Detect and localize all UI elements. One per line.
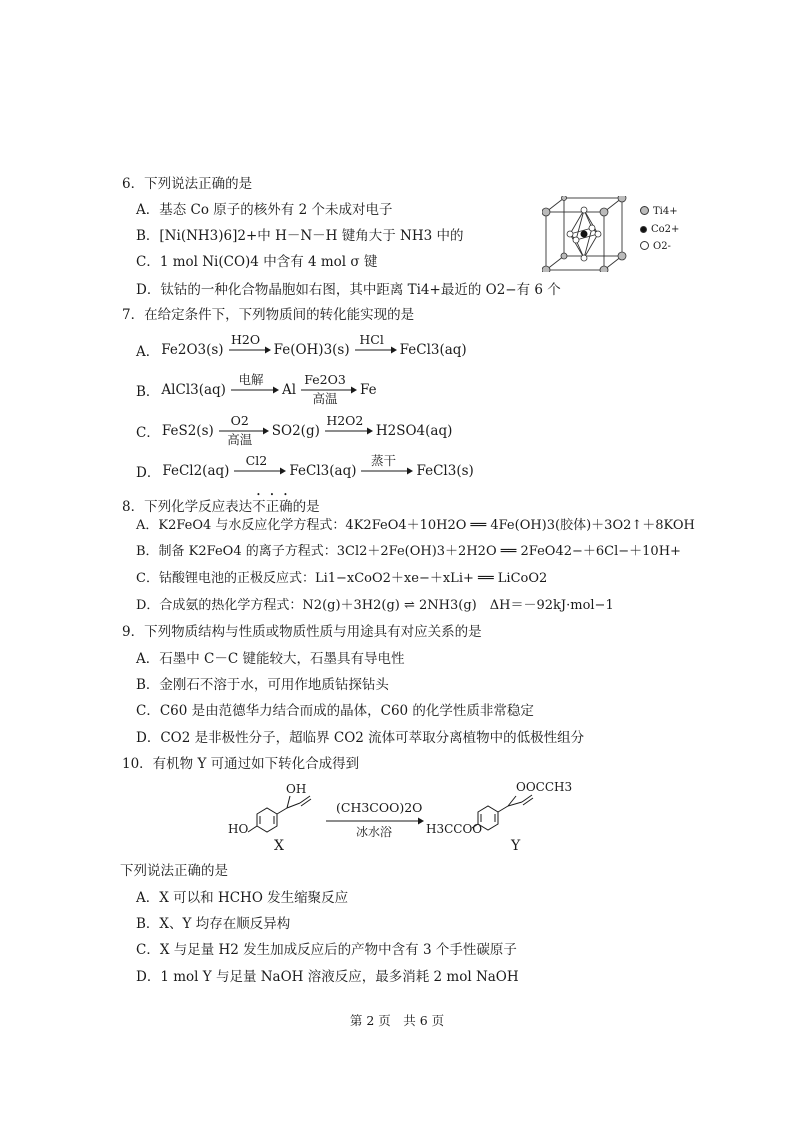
x-oh-label: OH [286,782,307,796]
q8-stem [122,491,320,516]
q7-stem: 7．在给定条件下，下列物质间的转化能实现的是 [122,307,415,323]
q9-option-b: B．金刚石不溶于水，可用作地质钻探钻头 [136,677,389,693]
q9-stem: 9．下列物质结构与性质或物质性质与用途具有对应关系的是 [122,624,482,640]
q7b-species-2: Al [281,382,297,398]
q10-option-a: A．X 可以和 HCHO 发生缩聚反应 [136,890,349,906]
q7d-species-3: FeCl3(s) [416,463,474,479]
q7-option-c [136,413,454,449]
q9-option-d: D．CO2 是非极性分子，超临界 CO2 流体可萃取分离植物中的低极性组分 [136,730,585,746]
q7c-arrow-2 [325,413,373,446]
legend-o-label: O2- [653,241,671,252]
q7b-arrow-2-label: Fe2O3 [304,372,346,387]
q7b-letter: B． [136,384,160,400]
arrow-icon [231,386,279,394]
q7d-arrow-2 [361,453,413,486]
q7c-species-2: SO2(g) [271,423,320,439]
x-ho-label: HO [228,822,249,836]
legend-o [640,241,671,252]
q7a-arrow-1-label: H2O [231,332,261,347]
q7c-arrow-1 [219,413,269,447]
q7b-species-1: AlCl3(aq) [161,382,226,398]
arrow-icon [361,467,413,475]
q9-option-a: A．石墨中 C－C 键能较大，石墨具有导电性 [136,651,405,667]
y-ococh3-label: OOCCH3 [516,780,573,794]
q7c-arrow-2-label: H2O2 [326,413,364,428]
q8-stem-emphasis: 不正确 [252,499,293,515]
arrow-icon [229,346,271,354]
q10-option-d: D．1 mol Y 与足量 NaOH 溶液反应，最多消耗 2 mol NaOH [136,969,519,985]
q7c-arrow-1-label: O2 [230,413,249,428]
q7a-letter: A． [136,344,160,360]
q7a-arrow-2-label: HCl [359,332,384,347]
q6-option-c: C．1 mol Ni(CO)4 中含有 4 mol σ 键 [136,254,378,270]
q6-option-d: D．钛钴的一种化合物晶胞如右图，其中距离 Ti4+最近的 O2−有 6 个 [136,282,561,298]
q7b-species-3: Fe [360,382,377,398]
q8-option-b: B．制备 K2FeO4 的离子方程式：3Cl2＋2Fe(OH)3＋2H2O ══ 2FeO42−＋6Cl−＋10H+ [136,544,681,559]
crystal-cell-figure [542,196,632,272]
q7a-species-2: Fe(OH)3(s) [273,342,350,358]
legend-ti [640,206,678,217]
q7a-species-3: FeCl3(aq) [399,342,467,358]
q6-option-a: A．基态 Co 原子的核外有 2 个未成对电子 [136,202,393,218]
arrow-icon [234,467,286,475]
q10-reagent: (CH3COO)2O [336,800,423,815]
legend-ti-label: Ti4+ [653,206,678,217]
q9-option-c: C．C60 是由范德华力结合而成的晶体，C60 的化学性质非常稳定 [136,703,534,719]
q8-stem-post: 的是 [292,499,320,515]
q7a-arrow-2 [355,332,397,365]
q7c-species-1: FeS2(s) [161,423,214,439]
q8-option-d: D．合成氨的热化学方程式：N2(g)＋3H2(g) ⇌ 2NH3(g) ΔH＝－92kJ·mol−1 [136,598,614,613]
q8-stem-pre: 8．下列化学反应表达 [122,499,253,515]
q7b-arrow-1-label: 电解 [238,372,264,387]
q10-option-c: C．X 与足量 H2 发生加成反应后的产物中含有 3 个手性碳原子 [136,942,517,958]
q10-option-b: B．X、Y 均存在顺反异构 [136,916,291,932]
q7b-arrow-2 [301,372,357,406]
arrow-icon [325,427,373,435]
q8-option-a: A．K2FeO4 与水反应化学方程式：4K2FeO4＋10H2O ══ 4Fe(OH)3(胶体)＋3O2↑＋8KOH [136,518,695,533]
y-h3ccoo-label: H3CCOO [426,822,483,836]
o-legend-icon [640,241,649,250]
co-legend-icon [640,226,647,233]
ti-legend-icon [640,206,649,215]
q7d-arrow-1 [234,453,286,486]
q10-stem: 10．有机物 Y 可通过如下转化合成得到 [122,756,360,772]
q7a-arrow-1 [229,332,271,365]
molecule-x-structure [228,782,328,846]
q8-option-c: C．钴酸锂电池的正极反应式：Li1−xCoO2＋xe−＋xLi+ ══ LiCoO2 [136,571,548,586]
q7d-arrow-2-label: 蒸干 [370,453,396,468]
arrow-icon [355,346,397,354]
x-label: X [274,838,284,854]
q7b-arrow-2-condition: 高温 [312,391,338,406]
q7b-arrow-1 [231,372,279,405]
q7-option-d [136,453,476,489]
q10-sub-stem: 下列说法正确的是 [120,863,228,879]
q7c-species-3: H2SO4(aq) [375,423,453,439]
q7d-species-1: FeCl2(aq) [162,463,230,479]
legend-co-label: Co2+ [651,224,680,235]
q10-condition: 冰水浴 [356,825,393,839]
q7-option-b [136,372,379,408]
q7d-letter: D． [136,465,161,481]
q6-stem: 6．下列说法正确的是 [122,176,253,192]
legend-co [640,224,679,235]
q7d-species-2: FeCl3(aq) [289,463,357,479]
page-footer: 第 2 页 共 6 页 [349,1013,445,1028]
q7-option-a [136,332,469,368]
q7c-arrow-1-condition: 高温 [227,432,253,447]
q6-option-b: B．[Ni(NH3)6]2+中 H－N－H 键角大于 NH3 中的 [136,228,464,244]
q7a-species-1: Fe2O3(s) [161,342,224,358]
q7c-letter: C． [136,425,160,441]
y-label: Y [511,838,521,854]
q7d-arrow-1-label: Cl2 [245,453,268,468]
